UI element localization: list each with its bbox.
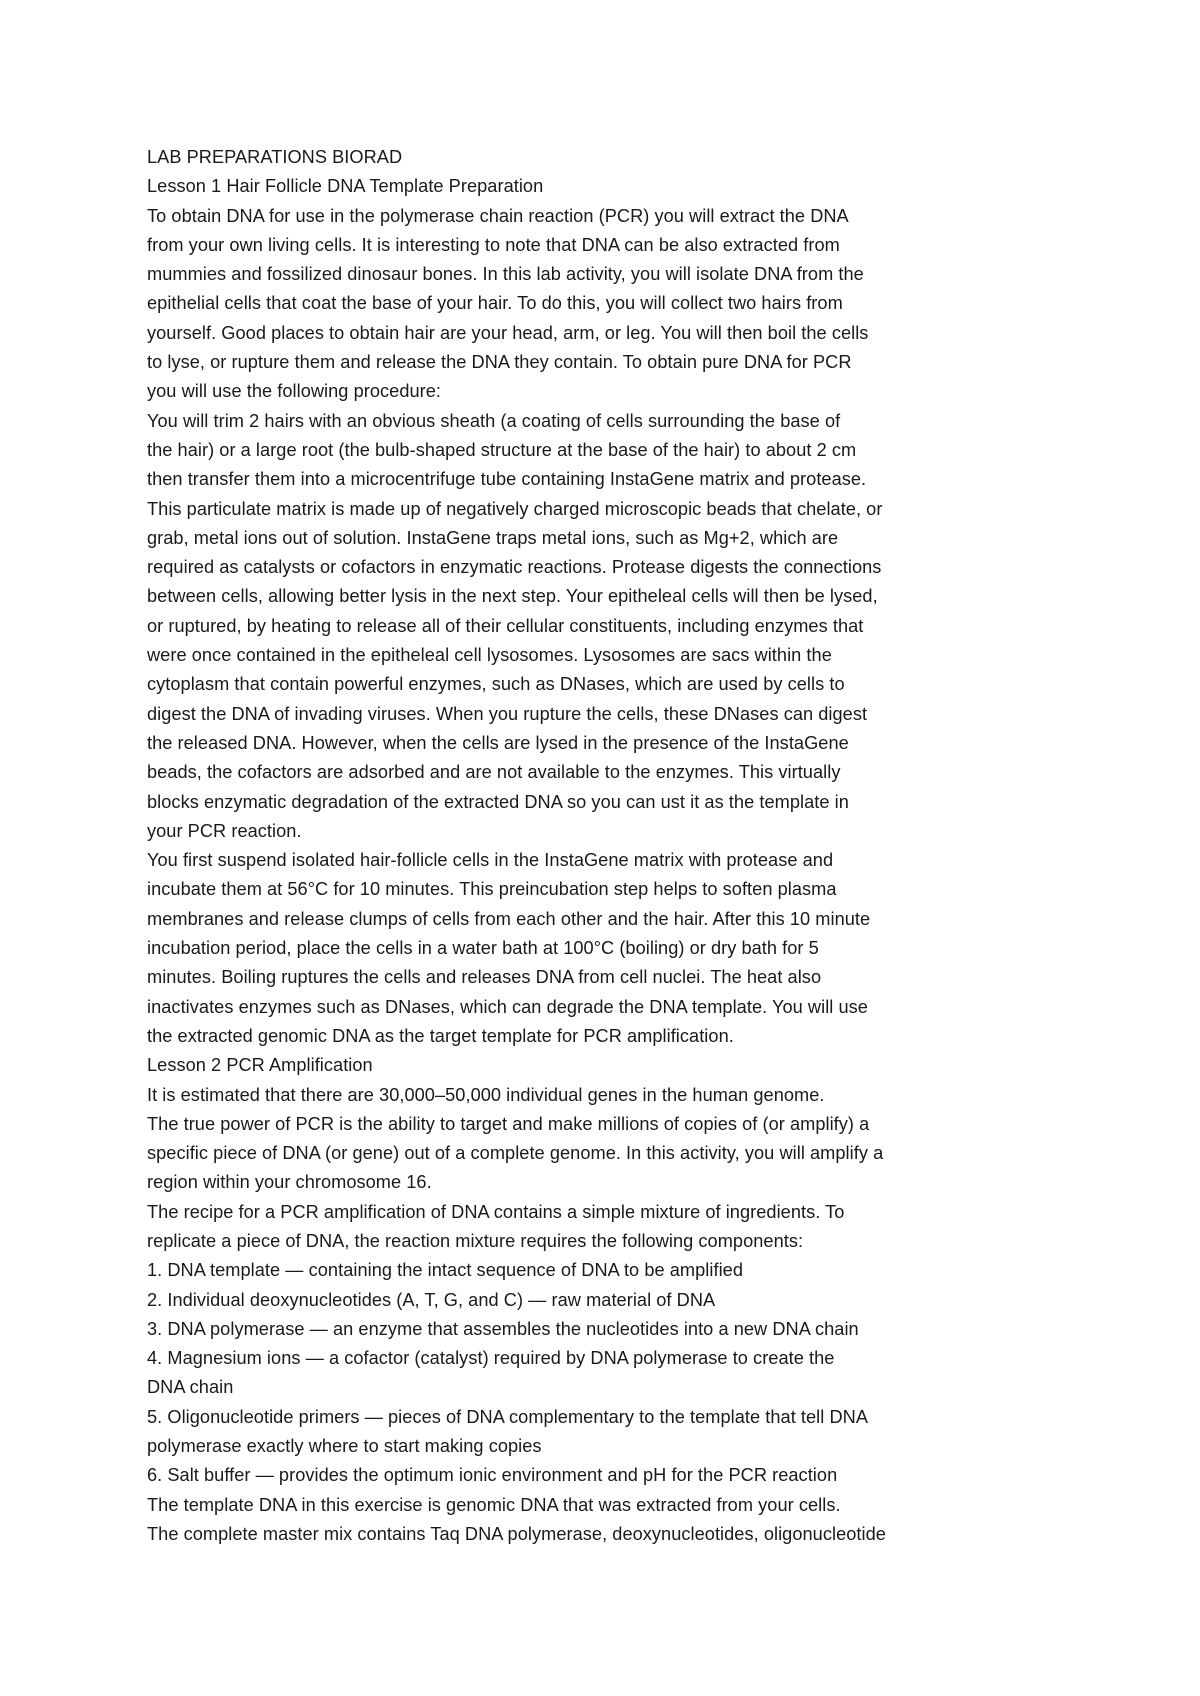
text-line: beads, the cofactors are adsorbed and are not available to the enzymes. This virtually [147, 762, 841, 783]
list-item: 3. DNA polymerase — an enzyme that assembles the nucleotides into a new DNA chain [147, 1318, 859, 1339]
text-line: the released DNA. However, when the cells are lysed in the presence of the InstaGene [147, 732, 849, 753]
text-line: from your own living cells. It is interesting to note that DNA can be also extracted from [147, 234, 840, 255]
text-line: You first suspend isolated hair-follicle cells in the InstaGene matrix with protease and [147, 850, 834, 871]
document-title: LAB PREPARATIONS BIORAD [147, 147, 403, 167]
text-line: cytoplasm that contain powerful enzymes, such as DNases, which are used by cells to [147, 674, 845, 695]
text-line: specific piece of DNA (or gene) out of a complete genome. In this activity, you will amplify a [147, 1143, 884, 1164]
text-line: blocks enzymatic degradation of the extracted DNA so you can ust it as the template in [147, 791, 849, 812]
lesson-1-heading: Lesson 1 Hair Follicle DNA Template Preparation [147, 176, 544, 197]
text-line: epithelial cells that coat the base of your hair. To do this, you will collect two hairs from [147, 293, 843, 314]
text-line: region within your chromosome 16. [147, 1172, 432, 1193]
text-line: required as catalysts or cofactors in enzymatic reactions. Protease digests the connections [147, 557, 882, 578]
text-line: grab, metal ions out of solution. InstaGene traps metal ions, such as Mg+2, which are [147, 527, 839, 548]
text-line: or ruptured, by heating to release all of their cellular constituents, including enzymes that [147, 615, 864, 636]
text-line: your PCR reaction. [147, 820, 302, 841]
text-line: You will trim 2 hairs with an obvious sheath (a coating of cells surrounding the base of [147, 410, 841, 431]
text-line: membranes and release clumps of cells from each other and the hair. After this 10 minute [147, 908, 871, 929]
text-line: The recipe for a PCR amplification of DNA contains a simple mixture of ingredients. To [147, 1201, 845, 1222]
text-line: incubate them at 56°C for 10 minutes. This preincubation step helps to soften plasma [147, 879, 837, 900]
document-body [147, 143, 1007, 1549]
text-line: This particulate matrix is made up of negatively charged microscopic beads that chelate, or [147, 498, 883, 519]
text-line: The complete master mix contains Taq DNA polymerase, deoxynucleotides, oligonucleotide [147, 1523, 886, 1544]
text-line: The template DNA in this exercise is genomic DNA that was extracted from your cells. [147, 1494, 841, 1515]
text-line: were once contained in the epitheleal cell lysosomes. Lysosomes are sacs within the [147, 645, 832, 666]
text-line: The true power of PCR is the ability to target and make millions of copies of (or amplify) a [147, 1113, 870, 1134]
text-line: To obtain DNA for use in the polymerase chain reaction (PCR) you will extract the DNA [147, 205, 849, 226]
text-line: incubation period, place the cells in a water bath at 100°C (boiling) or dry bath for 5 [147, 938, 819, 959]
list-item: 5. Oligonucleotide primers — pieces of DNA complementary to the template that tell DNA [147, 1406, 869, 1427]
text-line: replicate a piece of DNA, the reaction mixture requires the following components: [147, 1230, 804, 1251]
text-line: to lyse, or rupture them and release the DNA they contain. To obtain pure DNA for PCR [147, 352, 852, 373]
list-item: 1. DNA template — containing the intact sequence of DNA to be amplified [147, 1260, 743, 1281]
text-line: It is estimated that there are 30,000–50,000 individual genes in the human genome. [147, 1084, 825, 1105]
text-line: you will use the following procedure: [147, 381, 442, 402]
list-item: 2. Individual deoxynucleotides (A, T, G, and C) — raw material of DNA [147, 1289, 716, 1310]
text-line: between cells, allowing better lysis in the next step. Your epitheleal cells will then be lysed, [147, 586, 878, 607]
text-line: inactivates enzymes such as DNases, which can degrade the DNA template. You will use [147, 996, 868, 1017]
text-line: yourself. Good places to obtain hair are your head, arm, or leg. You will then boil the cells [147, 322, 869, 343]
text-line: then transfer them into a microcentrifuge tube containing InstaGene matrix and protease. [147, 469, 867, 490]
text-line: the hair) or a large root (the bulb-shaped structure at the base of the hair) to about 2 cm [147, 439, 857, 460]
text-line: the extracted genomic DNA as the target template for PCR amplification. [147, 1025, 734, 1046]
text-line: mummies and fossilized dinosaur bones. In this lab activity, you will isolate DNA from the [147, 264, 864, 285]
list-item: DNA chain [147, 1377, 234, 1398]
list-item: 4. Magnesium ions — a cofactor (catalyst) required by DNA polymerase to create the [147, 1348, 835, 1369]
list-item: 6. Salt buffer — provides the optimum ionic environment and pH for the PCR reaction [147, 1465, 838, 1486]
list-item: polymerase exactly where to start making copies [147, 1436, 542, 1457]
lesson-2-heading: Lesson 2 PCR Amplification [147, 1055, 373, 1076]
text-line: minutes. Boiling ruptures the cells and releases DNA from cell nuclei. The heat also [147, 967, 822, 988]
text-line: digest the DNA of invading viruses. When you rupture the cells, these DNases can digest [147, 703, 868, 724]
